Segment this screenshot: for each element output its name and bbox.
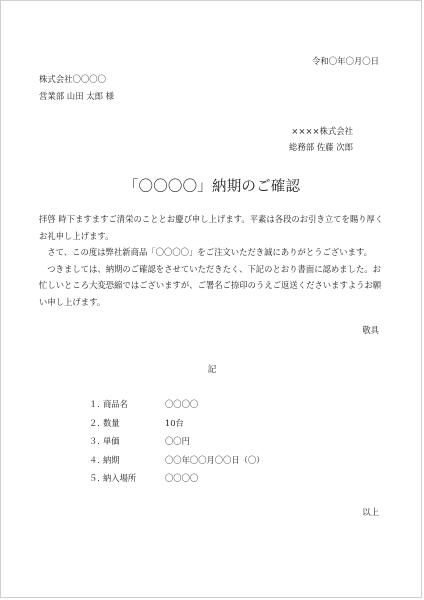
body-paragraph-greeting: 拝啓 時下ますますご清栄のこととお慶び申し上げます。平素は各段のお引き立てを賜り厚くお礼申し上げます。 [39, 214, 384, 241]
sender-company: ××××株式会社 [291, 126, 353, 136]
item-value: 〇〇〇〇 [165, 399, 199, 410]
item-value: 〇〇年〇〇月〇〇日（〇） [165, 454, 265, 465]
item-label: 納入場所 [103, 473, 137, 484]
item-number: ３． [89, 436, 106, 447]
item-label: 単価 [103, 436, 120, 447]
list-item [89, 451, 305, 470]
ki-heading: 記 [207, 365, 217, 375]
item-number: ２． [89, 417, 106, 428]
item-value: 〇〇〇〇 [165, 473, 199, 484]
document-title: 「〇〇〇〇」納期のご確認 [123, 179, 301, 195]
item-label: 納期 [103, 454, 120, 465]
recipient-company: 株式会社〇〇〇〇 [39, 74, 106, 84]
list-item [89, 432, 305, 451]
body-paragraph-request: つきましては、納期のご確認をさせていただきたく、下記のとおり書面に認めました。お忙しいところ大変恐縮ではございますが、ご署名ご捺印のうえご返送くださいますようお願い申し上げます。 [39, 263, 382, 307]
letter-body [39, 211, 387, 310]
document-date: 令和〇年〇月〇日 [312, 56, 379, 66]
sender-person: 総務部 佐藤 次郎 [289, 142, 353, 152]
recipient-person: 営業部 山田 太郎 様 [39, 91, 114, 101]
body-paragraph-thanks: さて、この度は弊社新商品「〇〇〇〇」をご注文いただき誠にありがとうございます。 [47, 247, 372, 257]
item-value: 10台 [165, 417, 184, 428]
list-item [89, 414, 305, 433]
item-label: 数量 [103, 417, 120, 428]
list-item [89, 469, 305, 488]
item-label: 商品名 [103, 399, 128, 410]
list-item [89, 395, 305, 414]
item-number: ５． [89, 473, 106, 484]
item-list [89, 395, 305, 488]
item-number: １． [89, 399, 106, 410]
end-mark: 以上 [362, 507, 379, 517]
item-number: ４． [89, 454, 106, 465]
closing-keigu: 敬具 [362, 325, 379, 335]
item-value: 〇〇円 [165, 436, 190, 447]
